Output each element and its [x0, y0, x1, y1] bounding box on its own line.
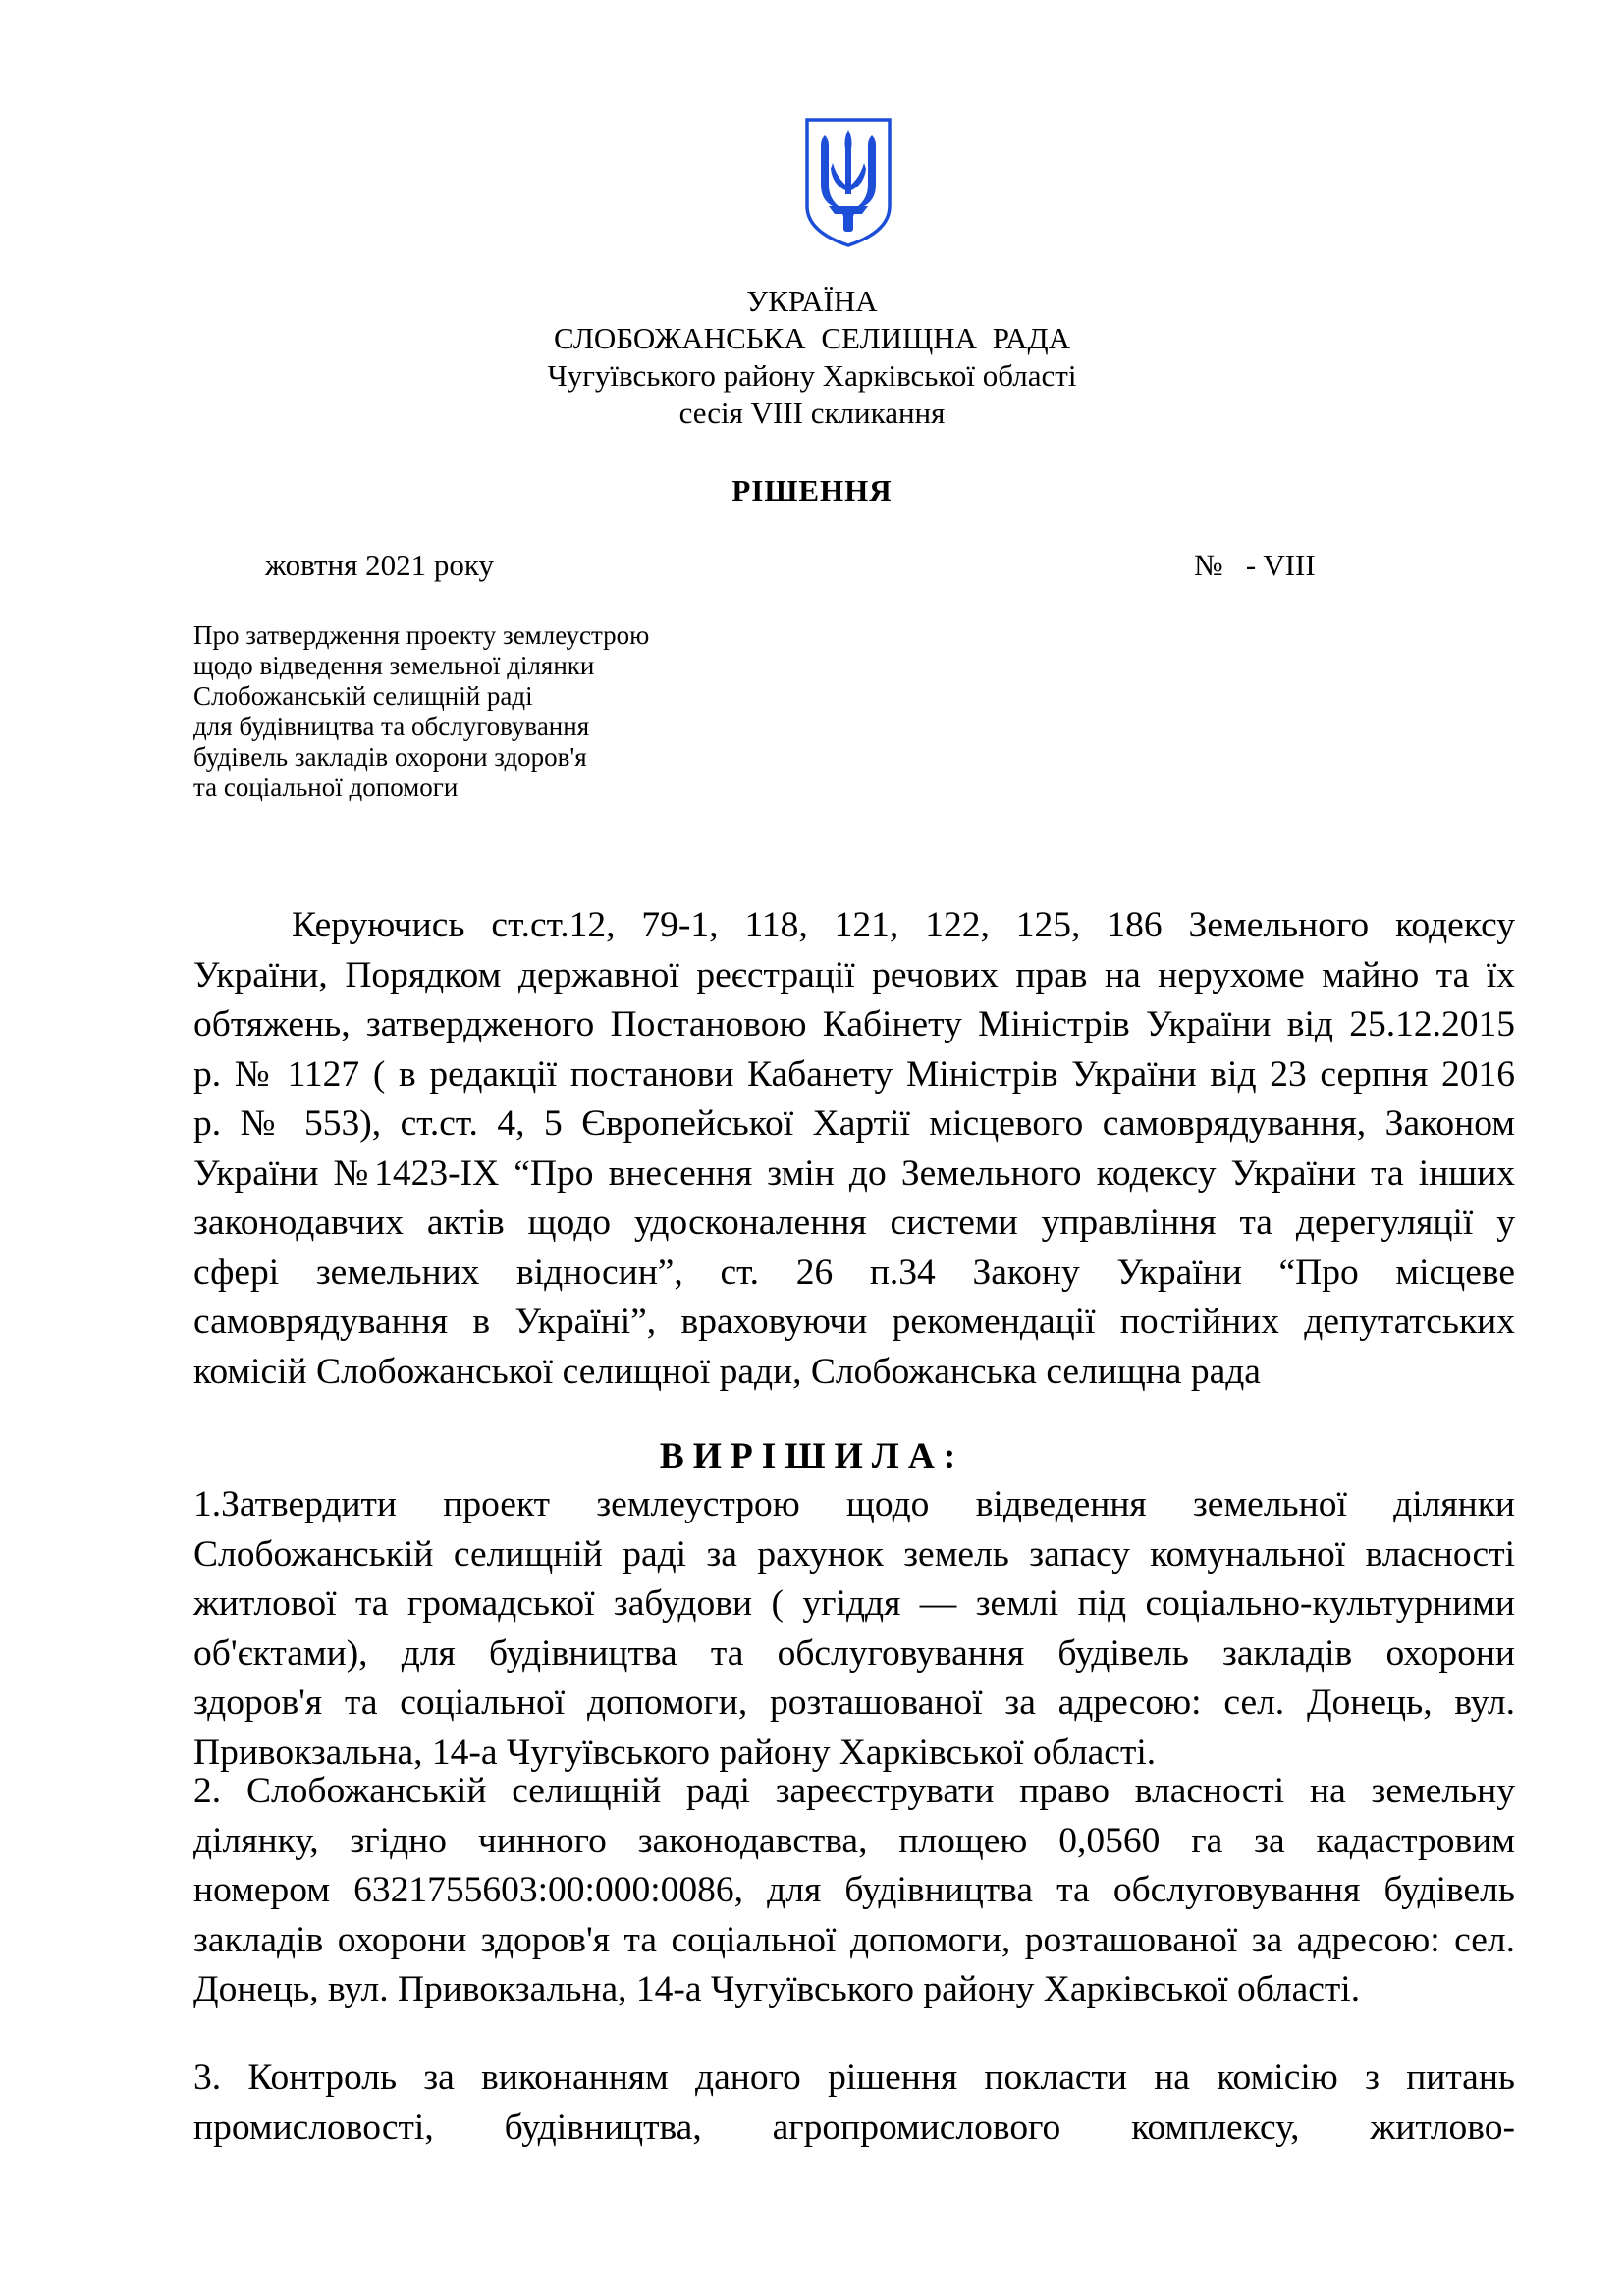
preamble-line: комісій Слобожанської селищної ради, Слобожанська селищна рада	[193, 1351, 1261, 1392]
item-line: об'єктами), для будівництва та обслуговування будівель закладів охорони	[193, 1632, 1515, 1674]
resolved-heading: ВИРІШИЛА:	[659, 1436, 965, 1476]
subject-line: щодо відведення земельної ділянки	[193, 651, 595, 680]
decision-subject	[193, 620, 649, 803]
preamble-line: обтяжень, затвердженого Постановою Кабінету Міністрів України від 25.12.2015	[193, 1004, 1515, 1044]
item-line: житлової та громадської забудови ( угіддя — землі під соціально-культурними	[193, 1583, 1515, 1624]
item-line: ділянку, згідно чинного законодавства, площею 0,0560 га за кадастровим	[193, 1820, 1515, 1861]
decision-item-2	[193, 1767, 1515, 2015]
item-line: 2. Слобожанській селищній раді зареєструвати право власності на земельну	[193, 1771, 1515, 1811]
preamble-paragraph	[193, 901, 1515, 1397]
decision-item-3	[193, 2054, 1515, 2153]
item-line: закладів охорони здоров'я та соціальної допомоги, розташованої за адресою: сел.	[193, 1919, 1515, 1960]
item-line: 3. Контроль за виконанням даного рішення покласти на комісію з питань	[193, 2057, 1515, 2098]
session-label: сесія VIII скликання	[678, 396, 946, 430]
subject-line: будівель закладів охорони здоров'я	[193, 742, 587, 772]
item-line: здоров'я та соціальної допомоги, розташованої за адресою: сел. Донець, вул.	[193, 1682, 1515, 1723]
document-header	[0, 283, 1624, 432]
subject-line: для будівництва та обслуговування	[193, 712, 590, 741]
district-name: Чугуївського району Харківської області	[547, 358, 1077, 393]
preamble-line: законодавчих актів щодо удосконалення системи управління та дерегуляції у	[193, 1202, 1515, 1243]
item-line: промисловості, будівництва, агропромислового комплексу, житлово-	[193, 2107, 1515, 2148]
item-line: Донець, вул. Привокзальна, 14-а Чугуївського району Харківської області.	[193, 1969, 1361, 2009]
decision-item-1	[193, 1480, 1515, 1778]
decision-title: РІШЕННЯ	[731, 473, 893, 507]
decision-number: № - VIII	[1194, 548, 1316, 582]
preamble-line: сфері земельних відносин”, ст. 26 п.34 Закону України “Про місцеве	[193, 1252, 1515, 1293]
preamble-line: самоврядування в Україні”, враховуючи рекомендації постійних депутатських	[193, 1302, 1515, 1342]
council-name: СЛОБОЖАНСЬКА СЕЛИЩНА РАДА	[554, 321, 1070, 355]
preamble-line: Керуючись ст.ст.12, 79-1, 118, 121, 122, 125, 186 Земельного кодексу	[292, 905, 1515, 945]
coat-of-arms-icon	[803, 116, 893, 249]
subject-line: Про затвердження проекту землеустрою	[193, 620, 650, 650]
decision-date: жовтня 2021 року	[265, 548, 495, 582]
item-line: номером 6321755603:00:000:0086, для будівництва та обслуговування будівель	[193, 1870, 1515, 1910]
subject-line: Слобожанській селищній раді	[193, 681, 533, 711]
item-line: Слобожанській селищній раді за рахунок земель запасу комунальної власності	[193, 1533, 1515, 1575]
preamble-line: р. № 553), ст.ст. 4, 5 Європейської Хартії місцевого самоврядування, Законом	[193, 1103, 1515, 1144]
item-line: Привокзальна, 14-а Чугуївського району Харківської області.	[193, 1732, 1157, 1773]
preamble-line: р. № 1127 ( в редакції постанови Кабанету Міністрів України від 23 серпня 2016	[193, 1053, 1515, 1095]
country-name: УКРАЇНА	[746, 284, 878, 318]
preamble-line: України №1423-IX “Про внесення змін до Земельного кодексу України та інших	[193, 1152, 1515, 1194]
item-line: 1.Затвердити проект землеустрою щодо відведення земельної ділянки	[193, 1484, 1515, 1524]
subject-line: та соціальної допомоги	[193, 773, 459, 802]
preamble-line: України, Порядком державної реєстрації речових прав на нерухоме майно та їх	[193, 954, 1515, 995]
